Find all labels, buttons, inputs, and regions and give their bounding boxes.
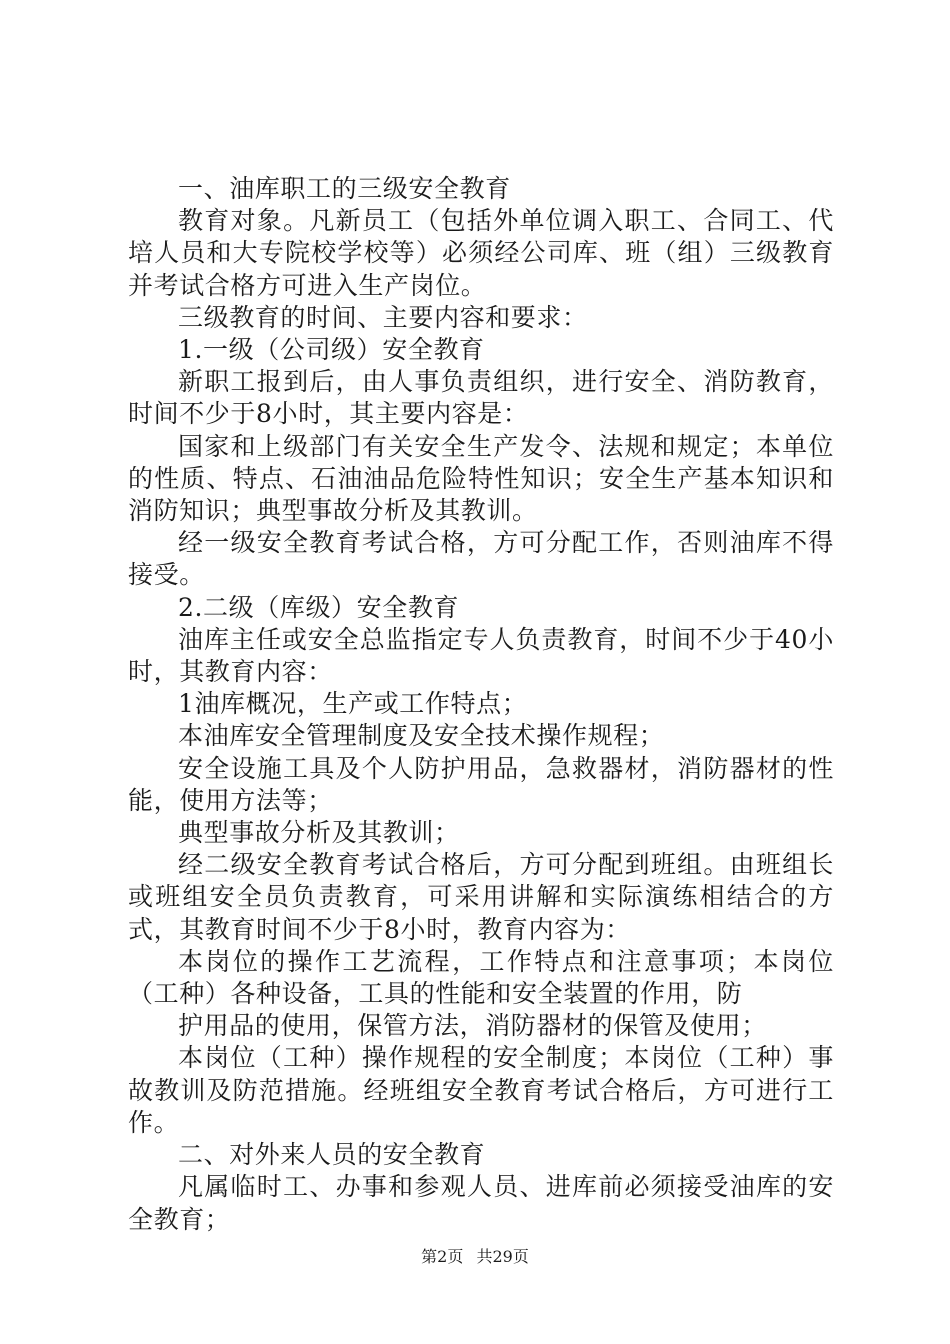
page-footer bbox=[0, 1244, 950, 1267]
paragraph: 油库主任或安全总监指定专人负责教育，时间不少于40小时，其教育内容： bbox=[128, 624, 834, 687]
document-body bbox=[128, 173, 834, 1236]
paragraph: 教育对象。凡新员工（包括外单位调入职工、合同工、代培人员和大专院校学校等）必须经公司库、班（组）三级教育并考试合格方可进入生产岗位。 bbox=[128, 206, 834, 300]
paragraph: 1油库概况，生产或工作特点； bbox=[178, 689, 528, 719]
paragraph: 1.一级（公司级）安全教育 bbox=[178, 335, 485, 365]
paragraph: 经一级安全教育考试合格，方可分配工作，否则油库不得接受。 bbox=[128, 528, 834, 590]
paragraph: 本岗位（工种）操作规程的安全制度；本岗位（工种）事故教训及防范措施。经班组安全教育考试合格后，方可进行工作。 bbox=[128, 1043, 834, 1137]
paragraph: 新职工报到后，由人事负责组织，进行安全、消防教育，时间不少于8小时，其主要内容是： bbox=[128, 367, 834, 429]
paragraph: 安全设施工具及个人防护用品，急救器材，消防器材的性能，使用方法等； bbox=[128, 753, 834, 815]
paragraph: 2.二级（库级）安全教育 bbox=[178, 592, 460, 622]
page-number: 第2页 bbox=[421, 1247, 464, 1266]
paragraph: 经二级安全教育考试合格后，方可分配到班组。由班组长或班组安全员负责教育，可采用讲解和实际演练相结合的方式，其教育时间不少于8小时，教育内容为： bbox=[128, 850, 834, 944]
paragraph: 护用品的使用，保管方法，消防器材的保管及使用； bbox=[178, 1011, 767, 1041]
paragraph: 三级教育的时间、主要内容和要求： bbox=[178, 302, 588, 332]
paragraph: 二、对外来人员的安全教育 bbox=[178, 1140, 486, 1170]
paragraph: 国家和上级部门有关安全生产发令、法规和规定；本单位的性质、特点、石油油品危险特性知识；安全生产基本知识和消防知识；典型事故分析及其教训。 bbox=[128, 431, 834, 526]
page-total: 共29页 bbox=[476, 1247, 529, 1266]
paragraph: 本岗位的操作工艺流程，工作特点和注意事项；本岗位（工种）各种设备，工具的性能和安全装置的作用，防 bbox=[128, 946, 834, 1009]
paragraph: 凡属临时工、办事和参观人员、进库前必须接受油库的安全教育； bbox=[128, 1172, 834, 1234]
paragraph: 本油库安全管理制度及安全技术操作规程； bbox=[178, 721, 665, 751]
paragraph: 典型事故分析及其教训； bbox=[178, 818, 460, 848]
paragraph: 一、油库职工的三级安全教育 bbox=[178, 174, 511, 203]
